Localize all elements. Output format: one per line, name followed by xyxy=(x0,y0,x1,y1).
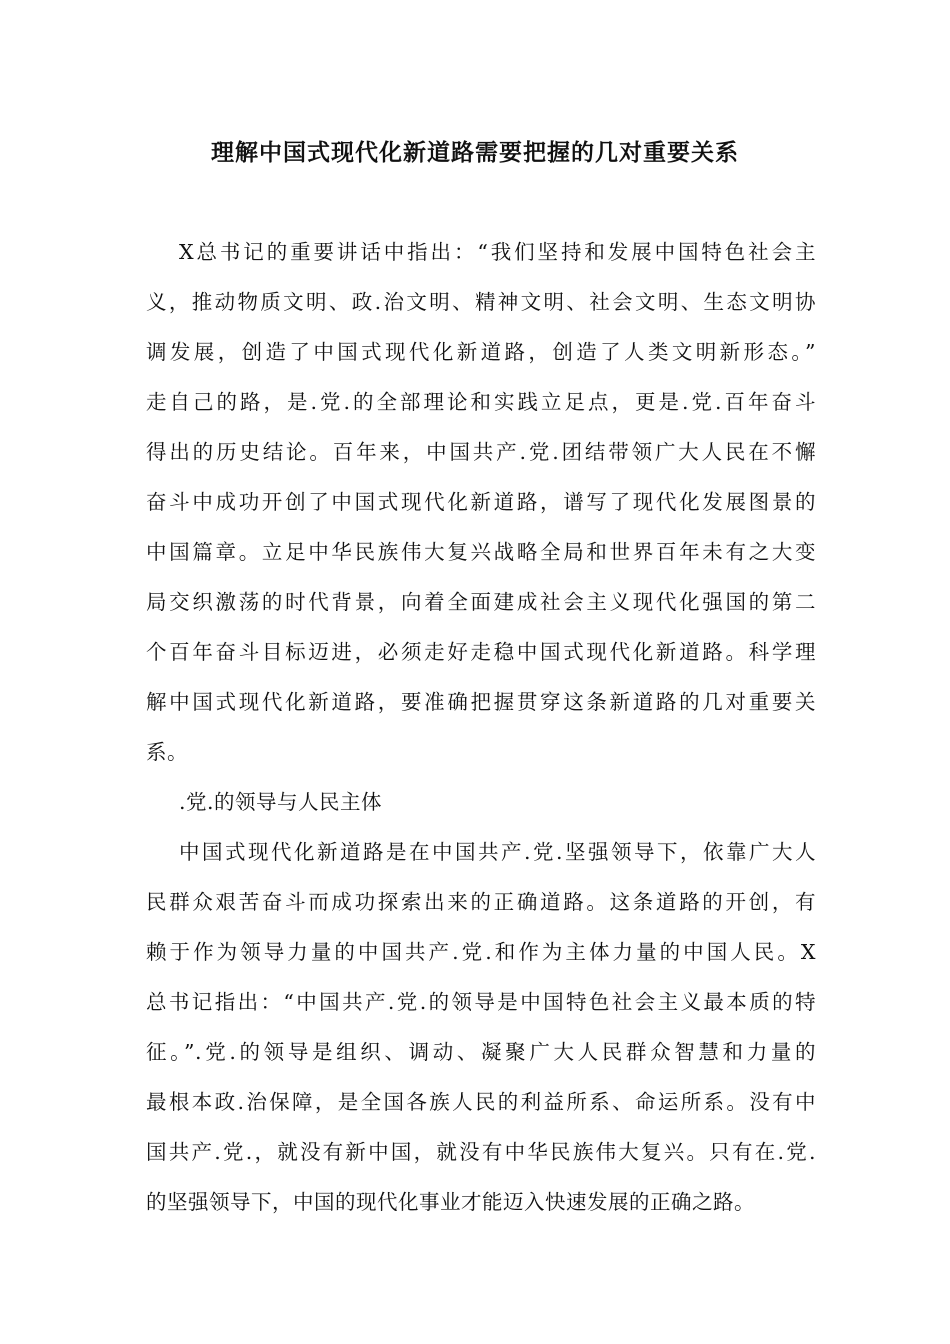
document-body xyxy=(146,227,816,1227)
section-heading xyxy=(146,777,816,827)
text-line: 民群众艰苦奋斗而成功探索出来的正确道路。这条道路的开创，有 xyxy=(146,890,816,914)
text-line: 义，推动物质文明、政.治文明、精神文明、社会文明、生态文明协 xyxy=(146,290,816,314)
text-line: 国共产.党.，就没有新中国，就没有中华民族伟大复兴。只有在.党. xyxy=(146,1140,816,1164)
text-line: 的坚强领导下，中国的现代化事业才能迈入快速发展的正确之路。 xyxy=(146,1190,755,1214)
text-line: 系。 xyxy=(146,740,188,764)
text-line: 走自己的路，是.党.的全部理论和实践立足点，更是.党.百年奋斗 xyxy=(146,390,816,414)
text-line: 征。”.党.的领导是组织、调动、凝聚广大人民群众智慧和力量的 xyxy=(146,1040,816,1064)
paragraph-intro xyxy=(146,227,816,777)
text-line: X总书记的重要讲话中指出：“我们坚持和发展中国特色社会主 xyxy=(179,240,816,264)
text-line: 局交织激荡的时代背景，向着全面建成社会主义现代化强国的第二 xyxy=(146,590,816,614)
document-title: 理解中国式现代化新道路需要把握的几对重要关系 xyxy=(211,139,739,166)
text-line: 总书记指出：“中国共产.党.的领导是中国特色社会主义最本质的特 xyxy=(146,990,816,1014)
section-heading-text: .党.的领导与人民主体 xyxy=(179,790,383,814)
text-line: 得出的历史结论。百年来，中国共产.党.团结带领广大人民在不懈 xyxy=(146,440,816,464)
paragraph-party-leadership xyxy=(146,827,816,1227)
text-line: 中国式现代化新道路是在中国共产.党.坚强领导下，依靠广大人 xyxy=(179,840,816,864)
text-line: 解中国式现代化新道路，要准确把握贯穿这条新道路的几对重要关 xyxy=(146,690,816,714)
text-line: 奋斗中成功开创了中国式现代化新道路，谱写了现代化发展图景的 xyxy=(146,490,816,514)
text-line: 中国篇章。立足中华民族伟大复兴战略全局和世界百年未有之大变 xyxy=(146,540,816,564)
text-line: 调发展，创造了中国式现代化新道路，创造了人类文明新形态。” xyxy=(146,340,816,364)
text-line: 个百年奋斗目标迈进，必须走好走稳中国式现代化新道路。科学理 xyxy=(146,640,816,664)
text-line: 最根本政.治保障，是全国各族人民的利益所系、命运所系。没有中 xyxy=(146,1090,816,1114)
text-line: 赖于作为领导力量的中国共产.党.和作为主体力量的中国人民。X xyxy=(146,940,816,964)
